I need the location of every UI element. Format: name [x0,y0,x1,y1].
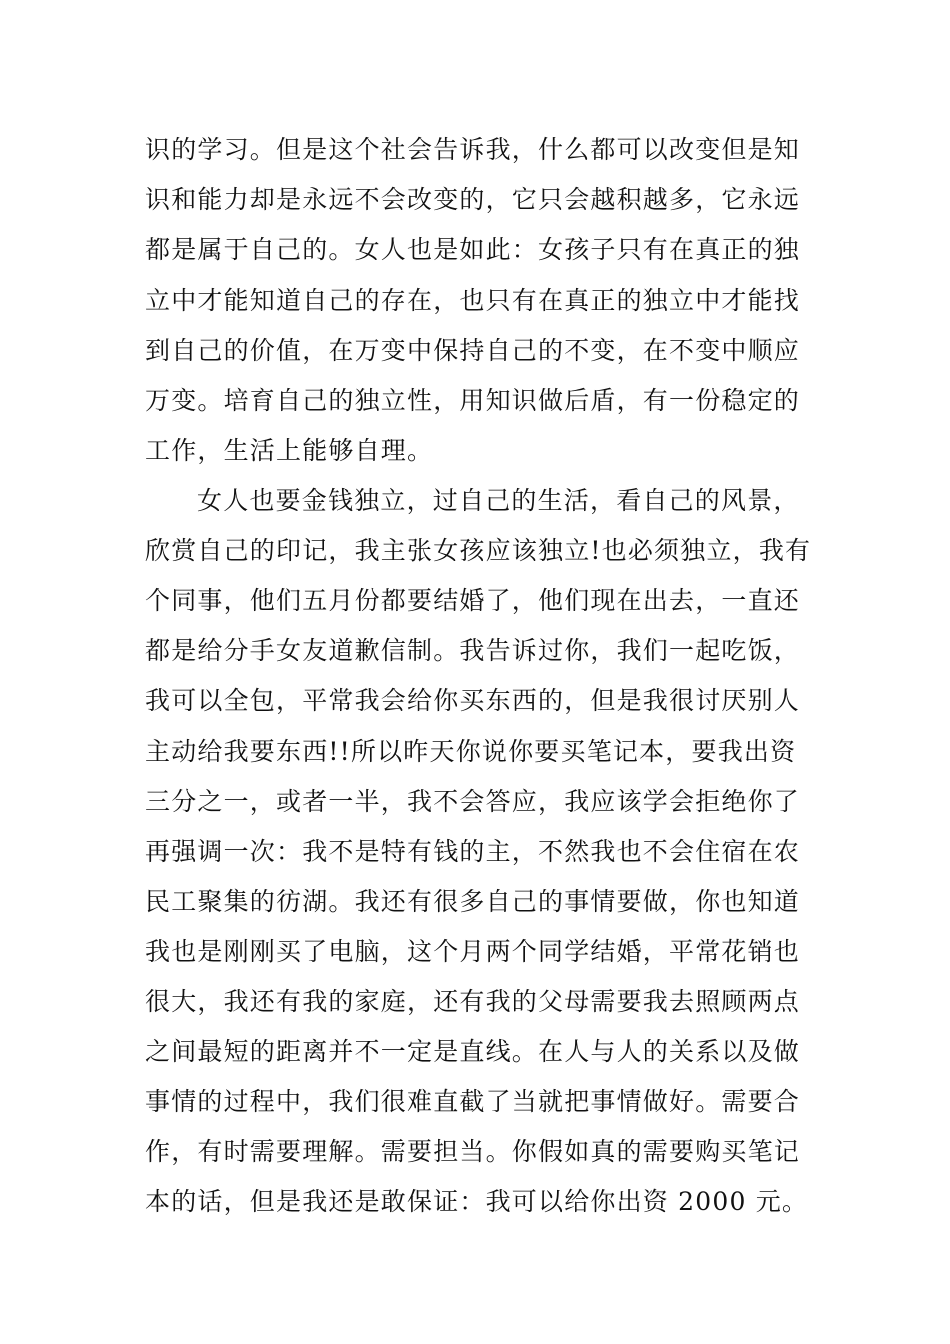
text-line: 再强调一次：我不是特有钱的主，不然我也不会住宿在农 [145,837,801,866]
text-line: 万变。培育自己的独立性，用知识做后盾，有一份稳定的 [145,386,801,415]
text-line: 我也是刚刚买了电脑，这个月两个同学结婚，平常花销也 [145,937,801,966]
text-line: 都是给分手女友道歉信制。我告诉过你，我们一起吃饭， [145,636,801,665]
text-line: 主动给我要东西!!所以昨天你说你要买笔记本，要我出资 [145,737,797,766]
text-line: 都是属于自己的。女人也是如此：女孩子只有在真正的独 [145,235,801,264]
text-line: 我可以全包，平常我会给你买东西的，但是我很讨厌别人 [145,686,801,715]
text-line: 三分之一，或者一半，我不会答应，我应该学会拒绝你了 [145,787,801,816]
text-line: 到自己的价值，在万变中保持自己的不变，在不变中顺应 [145,336,801,365]
text-line: 个同事，他们五月份都要结婚了，他们现在出去，一直还 [145,586,801,615]
text-line: 识的学习。但是这个社会告诉我，什么都可以改变但是知 [145,135,801,164]
text-line: 之间最短的距离并不一定是直线。在人与人的关系以及做 [145,1037,801,1066]
text-line: 很大，我还有我的家庭，还有我的父母需要我去照顾两点 [145,987,801,1016]
paragraph-start-line: 女人也要金钱独立，过自己的生活，看自己的风景， [197,486,800,515]
text-line: 工作，生活上能够自理。 [145,436,434,465]
text-line: 立中才能知道自己的存在，也只有在真正的独立中才能找 [145,286,801,315]
text-line: 本的话，但是我还是敢保证：我可以给你出资 2000 元。 [145,1187,809,1216]
text-line: 作，有时需要理解。需要担当。你假如真的需要购买笔记 [145,1137,801,1166]
text-line: 民工聚集的彷湖。我还有很多自己的事情要做，你也知道 [145,887,801,916]
text-line: 事情的过程中，我们很难直截了当就把事情做好。需要合 [145,1087,801,1116]
text-line: 识和能力却是永远不会改变的，它只会越积越多，它永远 [145,185,801,214]
text-line: 欣赏自己的印记，我主张女孩应该独立!也必须独立，我有 [145,536,812,565]
